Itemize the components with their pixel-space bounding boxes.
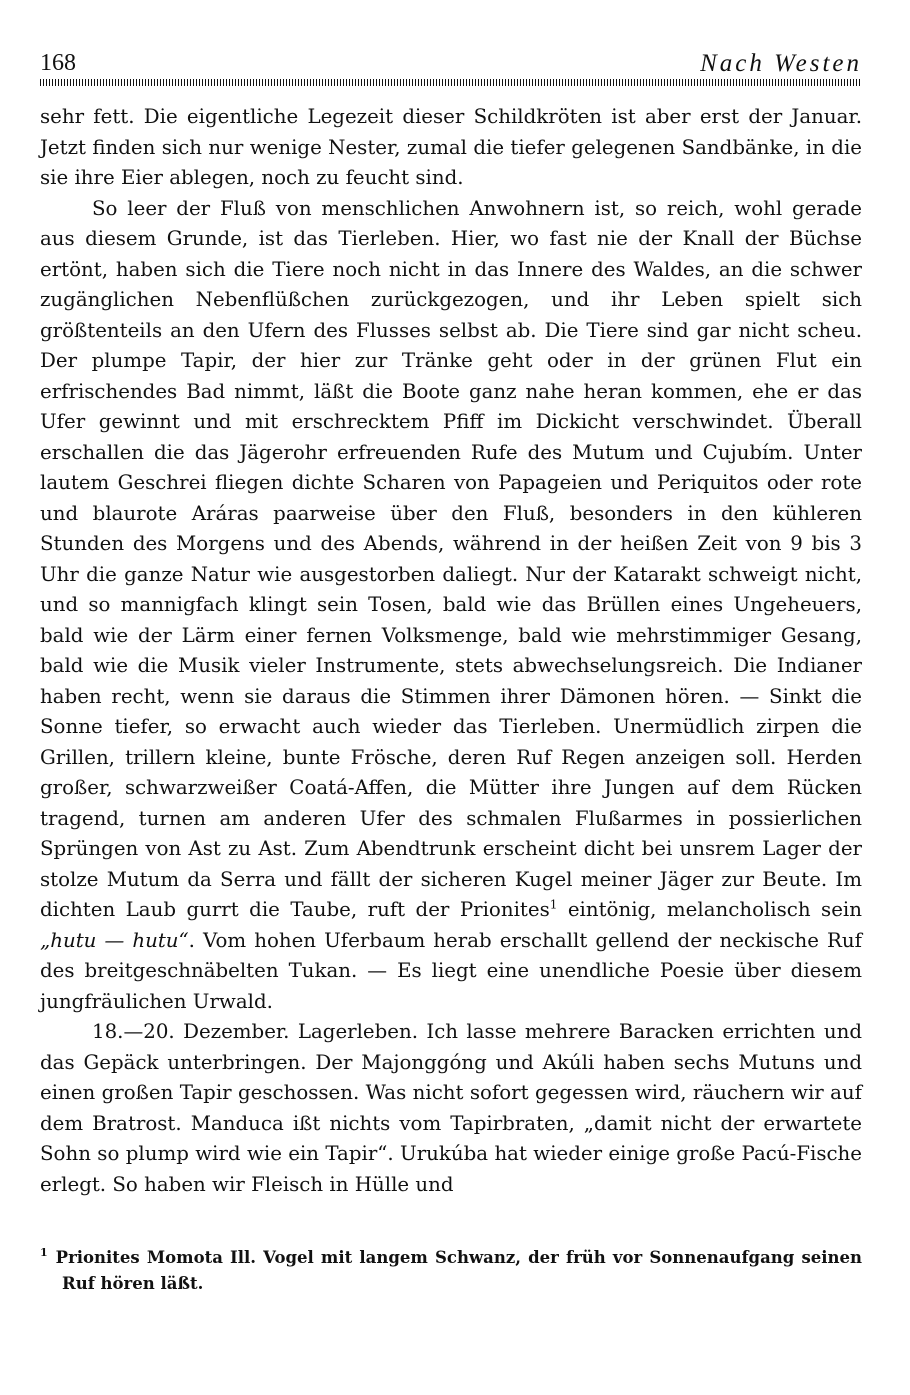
footnotes (40, 1228, 862, 1313)
paragraph-2 (40, 194, 862, 1018)
header-rule (40, 79, 862, 86)
paragraph-2-text-mid: eintönig, melancholisch sein (557, 898, 862, 921)
body-text (40, 102, 862, 1200)
paragraph-2-text-end: . Vom hohen Uferbaum herab erschallt gellend der neckische Ruf des breitgeschnäbelten Tukan. — Es liegt eine unendliche Poesie über diesem jungfräulichen Urwald. (40, 928, 862, 1013)
footnote-marker: 1 (40, 1246, 48, 1259)
paragraph-3: 18.—20. Dezember. Lagerleben. Ich lasse mehrere Baracken errichten und das Gepäck unterbringen. Der Majonggóng und Akúli haben sechs Mutuns und einen großen Tapir geschossen. Was nicht sofort gegessen wird, räuchern wir auf dem Bratrost. Manduca ißt nichts vom Tapirbraten, „damit nicht der erwartete Sohn so plump wird wie ein Tapir“. Urukúba hat wieder einige große Pacú-Fische erlegt. So haben wir Fleisch in Hülle und (40, 1020, 862, 1196)
paragraph-1: sehr fett. Die eigentliche Legezeit dieser Schildkröten ist aber erst der Januar. Jetzt finden sich nur wenige Nester, zumal die tiefer gelegenen Sandbänke, in die sie ihre Eier ablegen, noch zu feucht sind. (40, 105, 862, 189)
footnote-text: Prionites Momota Ill. Vogel mit langem Schwanz, der früh vor Sonnenaufgang seinen Ruf hören läßt. (55, 1247, 862, 1293)
page-header (40, 48, 862, 78)
running-head: Nach Westen (700, 50, 862, 77)
page-number: 168 (40, 50, 76, 76)
footnote (40, 1245, 862, 1297)
paragraph-2-text: So leer der Fluß von menschlichen Anwohnern ist, so reich, wohl gerade aus diesem Grunde, ist das Tierleben. Hier, wo fast nie der Knall der Büchse ertönt, haben sich die Tiere noch nicht in das Innere des Waldes, an die schwer zugänglichen Nebenflüßchen zurückgezogen, und ihr Leben spielt sich größtenteils an den Ufern des Flusses selbst ab. Die Tiere sind gar nicht scheu. Der plumpe Tapir, der hier zur Tränke geht oder in der grünen Flut ein erfrischendes Bad nimmt, läßt die Boote ganz nahe heran kommen, ehe er das Ufer gewinnt und mit erschrecktem Pfiff im Dickicht verschwindet. Überall erschallen die das Jägerohr erfreuenden Rufe des Mutum und Cujubím. Unter lautem Geschrei fliegen dichte Scharen von Papageien und Periquitos oder rote und blaurote Aráras paarweise über den Fluß, besonders in den kühleren Stunden des Morgens und des Abends, während in der heißen Zeit von 9 bis 3 Uhr die ganze Natur wie ausgestorben daliegt. Nur der Katarakt schweigt nicht, und so mannigfach klingt sein Tosen, bald wie das Brüllen eines Ungeheuers, bald wie der Lärm einer fernen Volksmenge, bald wie mehrstimmiger Gesang, bald wie die Musik vieler Instrumente, stets abwechselungsreich. Die Indianer haben recht, wenn sie daraus die Stimmen ihrer Dämonen hören. — Sinkt die Sonne tiefer, so erwacht auch wieder das Tierleben. Unermüdlich zirpen die Grillen, trillern kleine, bunte Frösche, deren Ruf Regen anzeigen soll. Herden großer, schwarzweißer Coatá-Affen, die Mütter ihre Jungen auf dem Rücken tragend, turnen am anderen Ufer des schmalen Flußarmes in possierlichen Sprüngen von Ast zu Ast. Zum Abendtrunk erscheint dicht bei unsrem Lager der stolze Mutum da Serra und fällt der sicheren Kugel meiner Jäger zur Beute. Im dichten Laub gurrt die Taube, ruft der Prionites (40, 196, 862, 921)
book-page (40, 48, 862, 1293)
footnote-reference: 1 (549, 897, 558, 912)
bird-call-quote: „hutu — hutu“ (40, 928, 189, 952)
